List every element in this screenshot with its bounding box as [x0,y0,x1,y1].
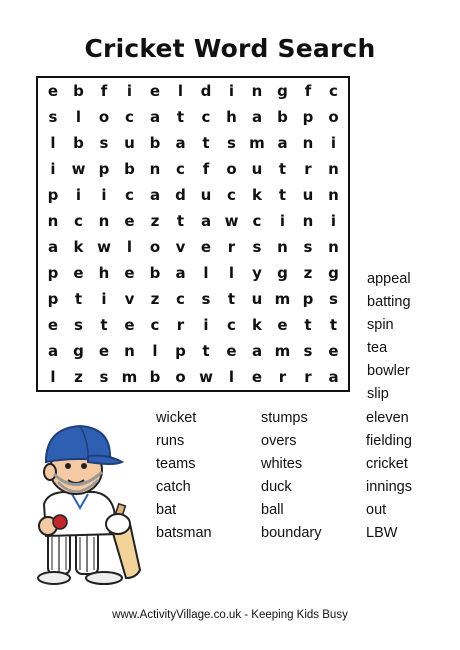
grid-cell: n [251,82,263,100]
grid-cell: v [175,238,186,256]
grid-cell: n [328,238,339,256]
word-list-item: teams [156,456,196,472]
grid-cell: t [100,316,108,334]
grid-cell: l [75,108,82,126]
grid-cell: c [176,290,185,308]
grid-cell: n [149,160,161,178]
grid-cell: u [124,134,135,152]
grid-cell: p [47,186,59,204]
word-list-item: bowler [367,363,410,379]
grid-cell: b [73,82,84,100]
grid-cell: n [328,160,339,178]
grid-cell: u [251,160,263,178]
grid-cell: t [227,290,236,308]
grid-cell: t [176,212,185,230]
grid-cell: p [175,342,186,360]
word-list-item: duck [261,479,292,495]
grid-cell: u [251,290,263,308]
cricket-ball [53,515,67,529]
grid-cell: e [226,342,237,360]
grid-cell: k [252,186,262,204]
grid-cell: w [97,238,111,256]
grid-cell: t [278,160,287,178]
grid-cell: p [98,160,110,178]
grid-cell: c [125,108,134,126]
cricket-player-illustration [18,412,148,587]
batting-glove [106,514,130,534]
grid-cell: m [249,134,265,152]
grid-cell: v [124,290,135,308]
grid-cell: c [176,160,185,178]
grid-cell: i [75,186,82,204]
grid-cell: i [126,82,133,100]
grid-cell: o [149,238,161,256]
footer-credit: www.ActivityVillage.co.uk - Keeping Kids Busy [112,609,348,621]
word-list-item: whites [261,456,303,472]
grid-cell: e [277,316,288,334]
word-search-grid [36,76,350,392]
grid-cell: r [304,368,312,386]
grid-cell: t [304,316,312,334]
grid-cell: c [329,82,338,100]
grid-cell: g [277,264,288,282]
grid-cell: b [277,108,288,126]
word-list-item: batsman [156,525,212,541]
word-list-item: batting [367,294,411,310]
grid-cell: a [175,134,186,152]
grid-cell: n [328,186,339,204]
grid-cell: n [98,212,110,230]
grid-cell: a [149,108,161,126]
grid-cell: l [50,368,56,386]
grid-cell: m [274,342,291,360]
grid-cell: r [304,160,312,178]
grid-cell: i [50,160,56,178]
grid-cell: z [303,264,313,282]
grid-cell: e [149,82,161,100]
grid-cell: e [47,316,59,334]
grid-cell: p [47,264,59,282]
page-title: Cricket Word Search [84,34,376,63]
grid-cell: c [227,186,236,204]
grid-cell: s [48,108,58,126]
grid-cell: b [149,134,161,152]
grid-cell: a [328,368,339,386]
grid-cell: l [203,264,209,282]
grid-cell: t [329,316,338,334]
grid-cell: y [252,264,262,282]
grid-cell: f [304,82,312,100]
grid-cell: g [277,82,288,100]
word-list-item: overs [261,433,297,449]
grid-cell: c [150,316,160,334]
grid-cell: b [149,264,161,282]
word-list-item: bat [156,502,177,518]
grid-cell: a [251,108,263,126]
grid-cell: n [277,238,288,256]
word-list-item: wicket [156,410,197,426]
grid-cell: a [251,342,263,360]
grid-cell: b [124,160,135,178]
word-list-item: LBW [366,525,398,541]
grid-cell: e [73,264,84,282]
grid-cell: s [227,134,236,152]
grid-cell: s [99,134,109,152]
grid-cell: n [47,212,59,230]
grid-cell: o [175,368,186,386]
grid-cell: s [252,238,262,256]
grid-cell: e [124,264,135,282]
grid-cell: f [202,160,210,178]
grid-cell: o [226,160,237,178]
grid-cell: m [121,368,138,386]
grid-cell: e [47,82,59,100]
grid-cell: a [149,186,161,204]
word-list-item: stumps [261,410,308,426]
grid-cell: n [124,342,135,360]
grid-cell: l [228,368,235,386]
grid-cell: i [203,316,209,334]
grid-cell: i [279,212,286,230]
grid-cell: e [124,316,135,334]
grid-cell: l [228,264,235,282]
grid-cell: a [277,134,288,152]
grid-cell: k [73,238,84,256]
grid-cell: c [201,108,211,126]
grid-cell: g [73,342,84,360]
grid-cell: d [175,186,186,204]
grid-cell: i [101,186,107,204]
grid-cell: a [47,342,59,360]
grid-cell: l [50,134,56,152]
word-list-item: tea [367,340,388,356]
grid-cell: c [252,212,262,230]
grid-cell: a [200,212,212,230]
grid-cell: e [328,342,339,360]
word-list-item: cricket [366,456,408,472]
word-list-item: innings [366,479,412,495]
grid-cell: s [99,368,109,386]
grid-cell: s [201,290,211,308]
right-shoe [86,572,122,584]
grid-cell: r [227,238,236,256]
grid-cell: t [74,290,83,308]
word-list-item: boundary [261,525,322,541]
grid-cell: t [202,342,210,360]
word-list-item: fielding [366,433,412,449]
grid-cell: h [98,264,110,282]
grid-cell: b [149,368,161,386]
left-shoe [38,572,70,584]
grid-cell: t [278,186,287,204]
word-list-item: out [366,502,387,518]
grid-cell: a [175,264,186,282]
grid-cell: s [74,316,83,334]
grid-cell: g [328,264,339,282]
grid-cell: r [278,368,287,386]
grid-cell: i [101,290,107,308]
grid-cell: z [74,368,83,386]
word-list-item: eleven [366,410,409,426]
grid-cell: c [125,186,134,204]
grid-cell: i [330,212,337,230]
grid-cell: o [328,108,339,126]
grid-cell: c [227,316,236,334]
grid-cell: s [329,290,338,308]
grid-cell: n [302,212,314,230]
word-list-item: catch [156,479,191,495]
grid-cell: z [150,212,160,230]
grid-cell: t [176,108,185,126]
grid-cell: o [98,108,110,126]
grid-cell: e [124,212,135,230]
grid-cell: p [302,290,314,308]
grid-cell: l [177,82,184,100]
grid-cell: n [302,134,314,152]
word-list-item: runs [156,433,185,449]
grid-cell: l [152,342,158,360]
grid-cell: p [302,108,314,126]
grid-cell: w [71,160,86,178]
grid-cell: m [274,290,291,308]
grid-cell: p [47,290,59,308]
grid-cell: b [73,134,84,152]
word-list-item: spin [367,317,394,333]
grid-cell: l [126,238,133,256]
word-list-item: ball [261,502,284,518]
grid-cell: d [200,82,212,100]
grid-cell: s [303,238,313,256]
grid-cell: z [150,290,160,308]
grid-cell: k [252,316,262,334]
grid-cell: r [176,316,185,334]
grid-cell: s [303,342,313,360]
grid-cell: e [251,368,263,386]
grid-cell: w [199,368,213,386]
grid-cell: a [47,238,59,256]
grid-cell: e [98,342,110,360]
grid-cell: e [200,238,212,256]
word-list-item: slip [367,386,389,402]
word-list-item: appeal [367,271,411,287]
grid-cell: i [330,134,337,152]
grid-cell: i [228,82,235,100]
grid-cell: u [302,186,314,204]
grid-cell: f [100,82,108,100]
grid-cell: h [226,108,237,126]
grid-cell: c [74,212,83,230]
grid-cell: u [200,186,212,204]
grid-cell: t [202,134,210,152]
grid-cell: w [224,212,239,230]
